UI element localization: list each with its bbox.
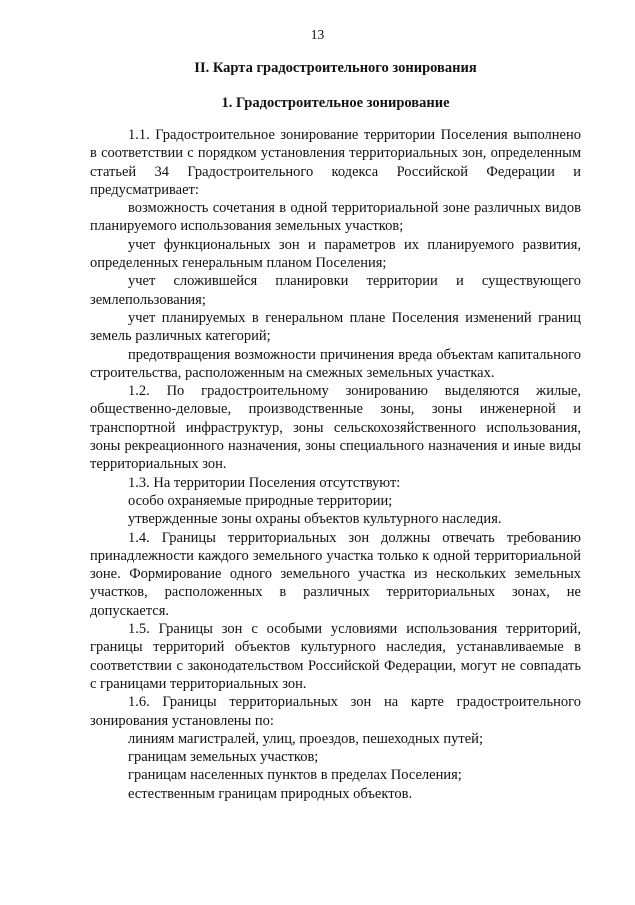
- list-item-existing-planning: учет сложившейся планировки территории и существующего землепользования;: [90, 273, 581, 308]
- list-item-harm-prevention: предотвращения возможности причинения вреда объектам капитального строительства, расположенным на смежных земельных участках.: [90, 346, 581, 381]
- list-item-roads: линиям магистралей, улиц, проездов, пешеходных путей;: [128, 730, 483, 747]
- paragraph-1-2: 1.2. По градостроительному зонированию выделяются жилые, общественно-деловые, производственные зоны, зоны инженерной и транспортной инфраструктур, зоны сельскохозяйственного использования, зоны рекреационного назначения, зоны специального назначения и иные виды территориальных зон.: [90, 383, 581, 473]
- list-item-functional-zones: учет функциональных зон и параметров их планируемого развития, определенных генеральным планом Поселения;: [90, 236, 581, 272]
- paragraph-1-3: 1.3. На территории Поселения отсутствуют:: [128, 474, 401, 491]
- page-number: 13: [310, 27, 325, 42]
- list-item-land-plots: границам земельных участков;: [128, 749, 319, 766]
- paragraph-1-1: 1.1. Градостроительное зонирование территории Поселения выполнено в соответствии с порядком установления территориальных зон, определенным статьей 34 Градостроительного кодекса Российской Федерации и предусматривает:: [90, 127, 581, 198]
- list-item-protected-areas: особо охраняемые природные территории;: [128, 492, 393, 509]
- list-item-settlements: границам населенных пунктов в пределах Поселения;: [128, 767, 462, 784]
- subsection-title: 1. Градостроительное зонирование: [221, 95, 450, 111]
- list-item-heritage-zones: утвержденные зоны охраны объектов культурного наследия.: [128, 511, 502, 528]
- paragraph-1-4: 1.4. Границы территориальных зон должны отвечать требованию принадлежности каждого земельного участка только к одной территориальной зоне. Формирование одного земельного участка из нескольких земельных участков, расположенных в различных территориальных зонах, не допускается.: [90, 529, 581, 619]
- list-item-combination: возможность сочетания в одной территориальной зоне различных видов планируемого использования земельных участков;: [90, 200, 581, 235]
- paragraph-1-5: 1.5. Границы зон с особыми условиями использования территорий, границы территорий объектов культурного наследия, устанавливаемые в соответствии с законодательством Российской Федерации, могут не совпадать с границами территориальных зон.: [90, 621, 581, 692]
- list-item-planned-changes: учет планируемых в генеральном плане Поселения изменений границ земель различных категорий;: [90, 309, 581, 345]
- section-title: II. Карта градостроительного зонирования: [194, 60, 477, 76]
- paragraph-1-6: 1.6. Границы территориальных зон на карте градостроительного зонирования установлены по:: [90, 694, 581, 729]
- list-item-natural-objects: естественным границам природных объектов.: [128, 785, 413, 802]
- body-text: [90, 126, 581, 803]
